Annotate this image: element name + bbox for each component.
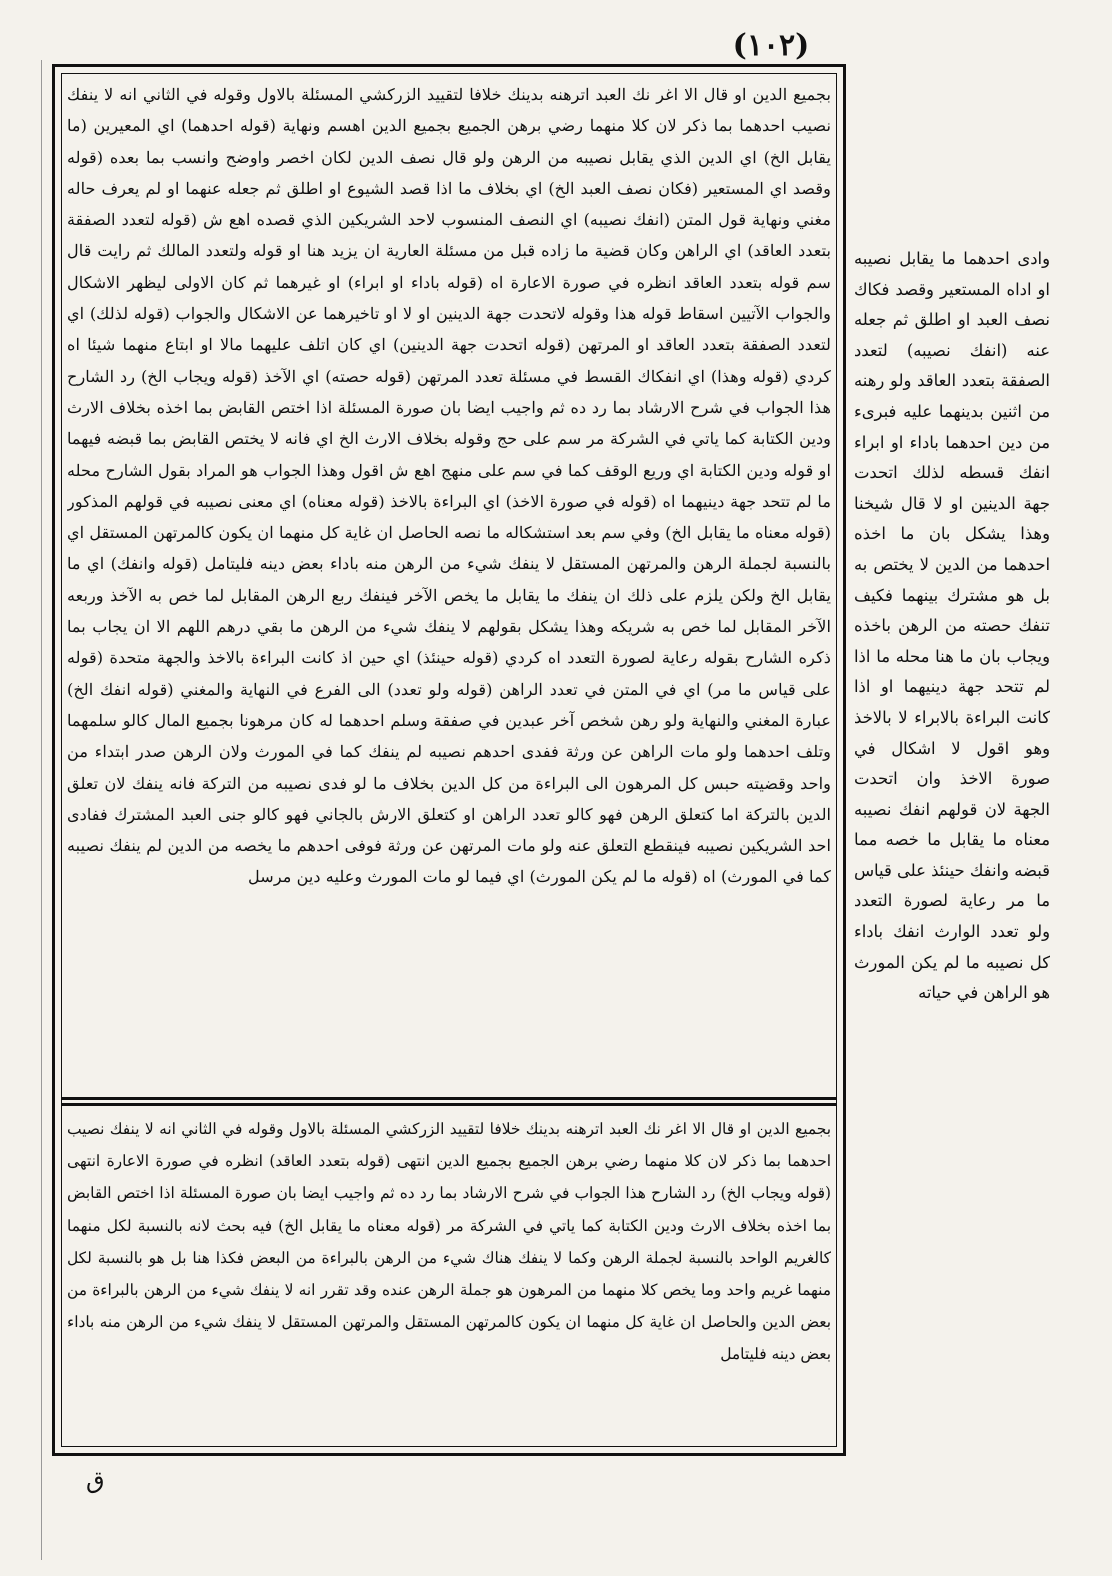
text-frame [52,64,846,1456]
commentary-text: بجميع الدين او قال الا اغر نك العبد اترهنه بدينك خلافا لتقييد الزركشي المسئلة بالاول وقوله في الثاني انه لا ينفك نصيب احدهما بما ذكر لان كلا منهما رضي برهن الجميع بجميع الدين اهسم ونهاية (قوله احدهما) اي المعيرين (ما يقابل الخ) اي الدين الذي يقابل نصيبه من الرهن ولو قال نصف الدين لكان اخصر واوضح وانسب بما بعده (قوله وقصد اي المستعير (فكان نصف العبد الخ) اي بخلاف ما اذا قصد الشيوع او اطلق ثم جعله عنهما او لم يعرف حاله مغني ونهاية قول المتن (انفك نصيبه) اي النصف المنسوب لاحد الشريكين الذي قصده اهع ش (قوله لتعدد الصفقة بتعدد العاقد) اي الراهن وكان قضية ما زاده قبل من مسئلة العارية ان يزيد هنا او قوله ولتعدد المالك ثم رايت قال سم قوله بتعدد العاقد انظره في صورة الاعارة اه (قوله باداء او ابراء) او غيرهما ثم كان الاولى ليظهر الاشكال والجواب الآتيين اسقاط قوله هذا وقوله لاتحدت جهة الدينين او لا او تاخيرهما عن الاشكال والجواب (قوله لذلك) اي لتعدد الصفقة بتعدد العاقد او المرتهن (قوله اتحدت جهة الدينين) اي كان اتلف عليهما مالا او ابتاع منهما شيئا اه كردي (قوله وهذا) اي انفكاك القسط في مسئلة تعدد المرتهن (قوله حصته) اي الآخذ (قوله ويجاب الخ) رد الشارح هذا الجواب في شرح الارشاد بما رد ده ثم واجيب ايضا بان صورة المسئلة اذا اختص القابض بما اخذه بخلاف الارث ودين الكتابة كما ياتي في الشركة مر سم على حج وقوله بخلاف الارث الخ اي فانه لا يختص القابض بما قبضه فيهما او قوله ودين الكتابة اي وريع الوقف كما في سم على منهج اهع ش اقول وهذا الجواب هو المراد بقول الشارح محله ما لم تتحد جهة دينيهما اه (قوله في صورة الاخذ) اي البراءة بالاخذ (قوله معناه) اي معنى نصيبه في قولهم المذكور (قوله معناه ما يقابل الخ) وفي سم بعد استشكاله ما نصه الحاصل ان غاية كل منهما ان يكون كالمرتهن المستقل اي بالنسبة لجملة الرهن والمرتهن المستقل لا ينفك شيء من الرهن منه باداء بعض دينه فليتامل (قوله وانفك) اي ما يقابل الخ ولكن يلزم على ذلك ان ينفك ما يقابل ما يخص الآخر فينفك ربع الرهن المقابل لما خص به الآخذ وربعه الآخر المقابل لما خص به شريكه وهذا يشكل بقولهم لا ينفك شيء من الرهن ما بقي درهم اللهم الا ان يجاب بما ذكره الشارح بقوله رعاية لصورة التعدد اه كردي (قوله حينئذ) اي حين اذ كانت البراءة بالاخذ والجهة متحدة (قوله على قياس ما مر) اي في المتن في تعدد الراهن (قوله ولو تعدد) الى الفرع في النهاية والمغني (قوله انفك الخ) عبارة المغني والنهاية ولو رهن شخص آخر عبدين في صفقة وسلم احدهما له كان مرهونا بجميع المال كالو سلمهما وتلف احدهما ولو مات الراهن عن ورثة ففدى احدهم نصيبه لم ينفك كما في المورث ولان الرهن صدر ابتداء من واحد وقضيته حبس كل المرهون الى البراءة من كل الدين بخلاف ما لو فدى نصيبه من التركة فانه ينفك لان تعلق الدين بالتركة اما كتعلق الرهن فهو كالو تعدد الراهن او كتعلق الارش بالجاني فهو كالو جنى العبد المشترك ففادى احد الشريكين نصيبه فينقطع التعلق عنه ولو مات المرتهن عن ورثة فوفى احدهم ما يخصه من الدين لم ينفك نصيبه كما في المورث) اه (قوله ما لم يكن المورث) اي فيما لو مات المورث وعليه دين مرسل [67,85,831,887]
footnote-text: بجميع الدين او قال الا اغر نك العبد اترهنه بدينك خلافا لتقييد الزركشي المسئلة بالاول وقوله في الثاني انه لا ينفك نصيب احدهما بما ذكر لان كلا منهما رضي برهن الجميع بجميع الدين انتهى (قوله بتعدد العاقد) انظره في صورة الاعارة انتهى (قوله ويجاب الخ) رد الشارح هذا الجواب في شرح الارشاد بما رد ده ثم واجيب ايضا بان صورة المسئلة اذا اختص القابض بما اخذه بخلاف الارث ودين الكتابة كما ياتي في الشركة مر (قوله معناه ما يقابل الخ) فيه بحث لانه بالنسبة لكل منهما كالغريم الواحد بالنسبة لجملة الرهن وكما لا ينفك هناك شيء من الرهن بالبراءة من البعض فكذا هنا بل هو بالنسبة لكل منهما غريم واحد وما يخص كلا منهما من المرهون هو جملة الرهن عنده وقد تقرر انه لا ينفك شيء من الرهن بالبراءة من بعض الدين والحاصل ان غاية كل منهما ان يكون كالمرتهن المستقل والمرتهن المستقل لا ينفك شيء من الرهن منه باداء بعض دينه فليتامل [67,1120,831,1364]
margin-main-text: وادى احدهما ما يقابل نصيبه او اداه المستعير وقصد فكاك نصف العبد او اطلق ثم جعله عنه (انفك نصيبه) لتعدد الصفقة بتعدد العاقد ولو رهنه من اثنين بدينهما عليه فبرىء من دين احدهما باداء او ابراء انفك قسطه لذلك اتحدت جهة الدينين او لا قال شيخنا وهذا يشكل بان ما اخذه احدهما من الدين لا يختص به بل هو مشترك بينهما فكيف تنفك حصته من الرهن باخذه ويجاب بان ما هنا محله ما اذا لم تتحد جهة دينيهما او اذا كانت البراءة بالابراء لا بالاخذ وهو اقول لا اشكال في صورة الاخذ وان اتحدت الجهة لان قولهم انفك نصيبه معناه ما يقابل ما خصه مما قبضه وانفك حينئذ على قياس ما مر رعاية لصورة التعدد ولو تعدد الوارث انفك باداء كل نصيبه ما لم يكن المورث هو الراهن في حياته [854,249,1050,1003]
page-number: (١٠٢) [732,28,810,63]
binding-line [41,60,42,1560]
separator-rule [61,1097,837,1100]
signature-mark: ق [86,1466,105,1494]
separator-rule-inner [61,1103,837,1106]
